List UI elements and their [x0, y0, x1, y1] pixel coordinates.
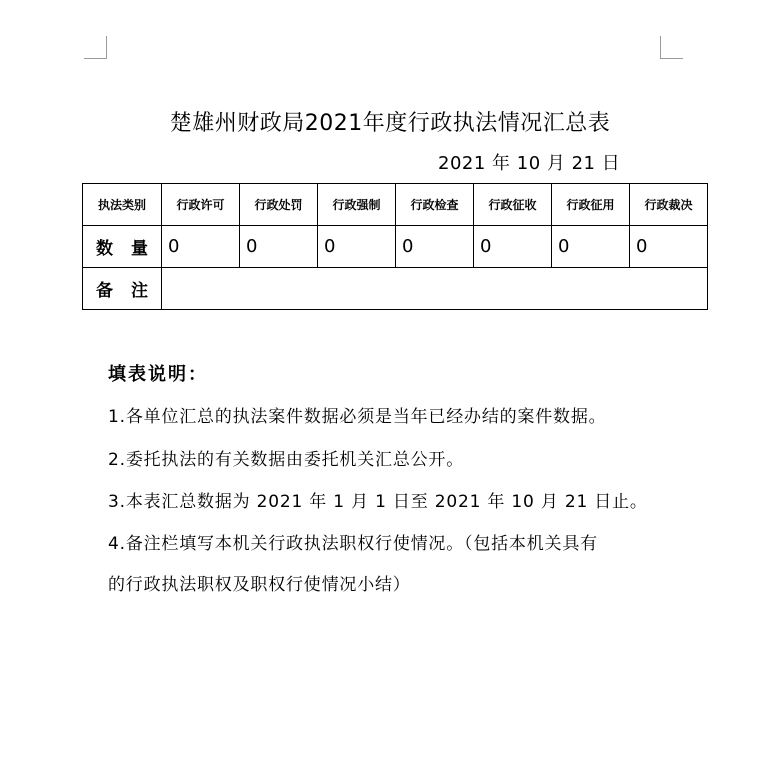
quantity-adjudication: 0 — [630, 226, 708, 268]
remarks-row — [83, 268, 708, 310]
header-penalty: 行政处罚 — [240, 184, 318, 226]
header-enforcement: 行政强制 — [318, 184, 396, 226]
quantity-row — [83, 226, 708, 268]
quantity-levy: 0 — [474, 226, 552, 268]
header-category: 执法类别 — [83, 184, 162, 226]
table-header-row — [83, 184, 708, 226]
enforcement-summary-table — [82, 183, 708, 310]
header-license: 行政许可 — [162, 184, 240, 226]
note-line-4: 4.备注栏填写本机关行政执法职权行使情况。（包括本机关具有 — [108, 534, 598, 554]
quantity-enforcement: 0 — [318, 226, 396, 268]
notes-title: 填表说明： — [108, 364, 208, 385]
header-adjudication: 行政裁决 — [630, 184, 708, 226]
quantity-requisition: 0 — [552, 226, 630, 268]
note-line-5: 的行政执法职权及职权行使情况小结） — [108, 575, 411, 595]
header-levy: 行政征收 — [474, 184, 552, 226]
note-line-1: 1.各单位汇总的执法案件数据必须是当年已经办结的案件数据。 — [108, 407, 607, 427]
crop-mark-left — [84, 36, 107, 59]
quantity-label: 数 量 — [83, 226, 162, 268]
quantity-penalty: 0 — [240, 226, 318, 268]
document-title: 楚雄州财政局2021年度行政执法情况汇总表 — [169, 111, 611, 136]
header-inspection: 行政检查 — [396, 184, 474, 226]
quantity-license: 0 — [162, 226, 240, 268]
quantity-inspection: 0 — [396, 226, 474, 268]
remarks-value — [162, 268, 708, 310]
document-date: 2021 年 10 月 21 日 — [438, 153, 621, 174]
note-line-2: 2.委托执法的有关数据由委托机关汇总公开。 — [108, 450, 465, 470]
remarks-label: 备 注 — [83, 268, 162, 310]
crop-mark-right — [660, 36, 683, 59]
note-line-3: 3.本表汇总数据为 2021 年 1 月 1 日至 2021 年 10 月 21 日止。 — [108, 492, 648, 512]
header-requisition: 行政征用 — [552, 184, 630, 226]
